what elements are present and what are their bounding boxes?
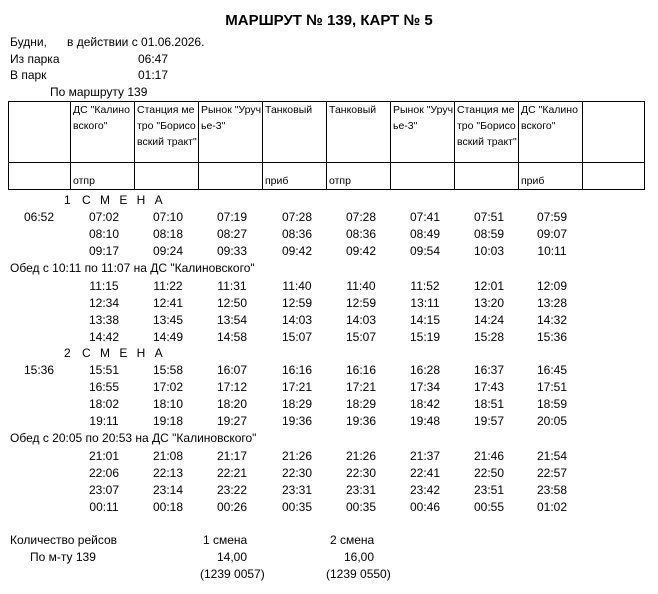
time-cell: 21:37 — [409, 449, 441, 463]
time-cell: 00:46 — [409, 500, 441, 514]
stop-name-9 — [583, 102, 645, 163]
time-cell: 12:01 — [473, 279, 505, 293]
time-cell: 18:42 — [409, 397, 441, 411]
time-cell: 15:51 — [88, 363, 120, 377]
time-cell: 22:41 — [409, 466, 441, 480]
shift1-number: 1 — [64, 193, 71, 207]
time-cell: 19:36 — [345, 414, 377, 428]
time-cell: 18:20 — [216, 397, 248, 411]
time-cell: 14:24 — [473, 313, 505, 327]
time-cell: 08:10 — [88, 227, 120, 241]
time-cell: 07:51 — [473, 210, 505, 224]
time-cell: 14:03 — [345, 313, 377, 327]
time-cell: 23:58 — [536, 483, 568, 497]
time-cell: 00:26 — [216, 500, 248, 514]
time-cell: 13:38 — [88, 313, 120, 327]
time-cell: 14:15 — [409, 313, 441, 327]
time-cell: 11:40 — [282, 279, 312, 293]
time-cell: 13:45 — [152, 313, 184, 327]
stop-name-8: ДС "Калиновского" — [519, 102, 583, 163]
time-cell: 17:51 — [536, 380, 568, 394]
to-park-time: 01:17 — [138, 68, 169, 82]
time-cell: 19:18 — [152, 414, 184, 428]
shift2-number: 2 — [64, 346, 71, 360]
stop-mark-4: приб — [263, 163, 327, 190]
time-cell: 10:11 — [537, 244, 567, 258]
time-cell: 12:09 — [536, 279, 568, 293]
shift1-label: С М Е Н А — [82, 193, 166, 207]
time-cell: 08:36 — [281, 227, 313, 241]
stop-name-2: Станция метро "Борисовский тракт" — [135, 102, 199, 163]
stop-mark-9 — [583, 163, 645, 190]
time-cell: 08:36 — [345, 227, 377, 241]
time-cell: 19:36 — [281, 414, 313, 428]
time-cell: 09:17 — [88, 244, 120, 258]
time-cell: 00:35 — [345, 500, 377, 514]
time-cell: 23:07 — [88, 483, 120, 497]
time-cell: 14:32 — [536, 313, 568, 327]
time-cell: 11:31 — [217, 279, 247, 293]
time-cell: 22:21 — [216, 466, 248, 480]
time-cell: 18:29 — [345, 397, 377, 411]
shift2-label: С М Е Н А — [82, 346, 166, 360]
time-cell: 10:03 — [473, 244, 505, 258]
time-cell: 17:34 — [409, 380, 441, 394]
time-cell: 08:27 — [216, 227, 248, 241]
time-cell: 08:49 — [409, 227, 441, 241]
time-cell: 11:22 — [153, 279, 183, 293]
time-cell: 14:03 — [281, 313, 313, 327]
shift2-summary-label: 2 смена — [330, 533, 375, 547]
time-cell: 12:59 — [281, 296, 313, 310]
stops-header-table — [8, 101, 645, 190]
stop-name-1: ДС "Калиновского" — [71, 102, 135, 163]
time-cell: 23:14 — [152, 483, 184, 497]
time-cell: 09:54 — [409, 244, 441, 258]
time-cell: 22:50 — [473, 466, 505, 480]
time-cell: 07:41 — [409, 210, 441, 224]
time-cell: 00:55 — [473, 500, 505, 514]
shift1-summary-label: 1 смена — [203, 533, 248, 547]
time-cell: 07:28 — [345, 210, 377, 224]
time-cell: 16:07 — [216, 363, 248, 377]
time-cell: 15:28 — [473, 330, 505, 344]
time-cell: 07:02 — [88, 210, 120, 224]
time-cell: 22:13 — [152, 466, 184, 480]
time-cell: 18:29 — [281, 397, 313, 411]
time-cell: 19:57 — [473, 414, 505, 428]
time-cell: 16:55 — [88, 380, 120, 394]
time-cell: 14:49 — [152, 330, 184, 344]
time-cell: 18:02 — [88, 397, 120, 411]
time-cell: 00:18 — [152, 500, 184, 514]
time-cell: 21:46 — [473, 449, 505, 463]
route-label: По маршруту 139 — [50, 85, 148, 99]
time-cell: 22:06 — [88, 466, 120, 480]
time-cell: 08:59 — [473, 227, 505, 241]
stop-name-3: Рынок "Уручье-3" — [199, 102, 263, 163]
time-cell: 11:52 — [410, 279, 440, 293]
time-cell: 22:30 — [281, 466, 313, 480]
shift1-break-text: Обед с 10:11 по 11:07 на ДС "Калиновского" — [10, 261, 255, 275]
stop-mark-6 — [391, 163, 455, 190]
shift2-code: (1239 0550) — [326, 567, 391, 581]
time-cell: 23:51 — [473, 483, 505, 497]
shift2-break-text: Обед с 20:05 по 20:53 на ДС "Калиновского" — [10, 431, 257, 445]
time-cell: 12:50 — [216, 296, 248, 310]
time-cell: 12:34 — [88, 296, 120, 310]
time-cell: 14:42 — [88, 330, 120, 344]
time-cell: 21:17 — [216, 449, 248, 463]
stop-mark-2 — [135, 163, 199, 190]
time-cell: 13:54 — [216, 313, 248, 327]
shift2-trips-value: 16,00 — [344, 550, 375, 564]
time-cell: 01:02 — [536, 500, 568, 514]
trips-count-label: Количество рейсов — [10, 533, 118, 547]
time-cell: 13:20 — [473, 296, 505, 310]
time-cell: 13:28 — [536, 296, 568, 310]
time-cell: 19:27 — [216, 414, 248, 428]
time-cell: 12:41 — [152, 296, 184, 310]
time-cell: 09:42 — [281, 244, 313, 258]
time-cell: 09:33 — [216, 244, 248, 258]
time-cell: 17:12 — [216, 380, 248, 394]
time-cell: 16:45 — [536, 363, 568, 377]
stop-mark-7 — [455, 163, 519, 190]
time-cell: 16:28 — [409, 363, 441, 377]
shift2-start-time: 15:36 — [24, 363, 55, 377]
to-park-label: В парк — [10, 68, 47, 82]
stop-mark-0 — [9, 163, 71, 190]
time-cell: 22:30 — [345, 466, 377, 480]
page-title: МАРШРУТ № 139, КАРТ № 5 — [225, 12, 433, 29]
time-cell: 16:37 — [473, 363, 505, 377]
time-cell: 23:31 — [345, 483, 377, 497]
time-cell: 23:22 — [216, 483, 248, 497]
stop-name-5: Танковый — [327, 102, 391, 163]
time-cell: 19:11 — [89, 414, 119, 428]
time-cell: 13:11 — [410, 296, 440, 310]
shift1-code: (1239 0057) — [200, 567, 265, 581]
time-cell: 07:59 — [536, 210, 568, 224]
stop-name-4: Танковый — [263, 102, 327, 163]
time-cell: 14:58 — [216, 330, 248, 344]
time-cell: 23:42 — [409, 483, 441, 497]
time-cell: 21:26 — [345, 449, 377, 463]
time-cell: 19:48 — [409, 414, 441, 428]
time-cell: 21:01 — [88, 449, 120, 463]
time-cell: 18:59 — [536, 397, 568, 411]
time-cell: 09:24 — [152, 244, 184, 258]
time-cell: 15:07 — [345, 330, 377, 344]
time-cell: 21:26 — [281, 449, 313, 463]
shift1-start-time: 06:52 — [24, 210, 55, 224]
stop-mark-8: приб — [519, 163, 583, 190]
time-cell: 23:31 — [281, 483, 313, 497]
time-cell: 21:08 — [152, 449, 184, 463]
time-cell: 00:11 — [89, 500, 119, 514]
time-cell: 07:10 — [152, 210, 184, 224]
stop-name-0 — [9, 102, 71, 163]
time-cell: 12:59 — [345, 296, 377, 310]
time-cell: 07:19 — [216, 210, 248, 224]
time-cell: 15:58 — [152, 363, 184, 377]
from-park-label: Из парка — [10, 52, 60, 66]
time-cell: 15:36 — [536, 330, 568, 344]
time-cell: 09:42 — [345, 244, 377, 258]
time-cell: 18:10 — [152, 397, 184, 411]
route-summary-label: По м-ту 139 — [30, 550, 96, 564]
stop-mark-5: отпр — [327, 163, 391, 190]
time-cell: 11:15 — [89, 279, 119, 293]
time-cell: 17:21 — [281, 380, 313, 394]
time-cell: 17:43 — [473, 380, 505, 394]
time-cell: 22:57 — [536, 466, 568, 480]
time-cell: 16:16 — [281, 363, 313, 377]
time-cell: 11:40 — [346, 279, 376, 293]
stop-name-7: Станция метро "Борисовский тракт" — [455, 102, 519, 163]
stop-mark-1: отпр — [71, 163, 135, 190]
time-cell: 20:05 — [536, 414, 568, 428]
from-park-time: 06:47 — [138, 52, 169, 66]
time-cell: 21:54 — [536, 449, 568, 463]
shift1-trips-value: 14,00 — [217, 550, 248, 564]
time-cell: 17:02 — [152, 380, 184, 394]
days-label: Будни, — [10, 35, 47, 49]
time-cell: 18:51 — [473, 397, 505, 411]
valid-date-text: в действии с 01.06.2026. — [67, 35, 205, 49]
time-cell: 15:19 — [409, 330, 441, 344]
stop-mark-3 — [199, 163, 263, 190]
time-cell: 00:35 — [281, 500, 313, 514]
time-cell: 16:16 — [345, 363, 377, 377]
time-cell: 17:21 — [345, 380, 377, 394]
time-cell: 08:18 — [152, 227, 184, 241]
time-cell: 07:28 — [281, 210, 313, 224]
time-cell: 15:07 — [281, 330, 313, 344]
stop-name-6: Рынок "Уручье-3" — [391, 102, 455, 163]
time-cell: 09:07 — [536, 227, 568, 241]
